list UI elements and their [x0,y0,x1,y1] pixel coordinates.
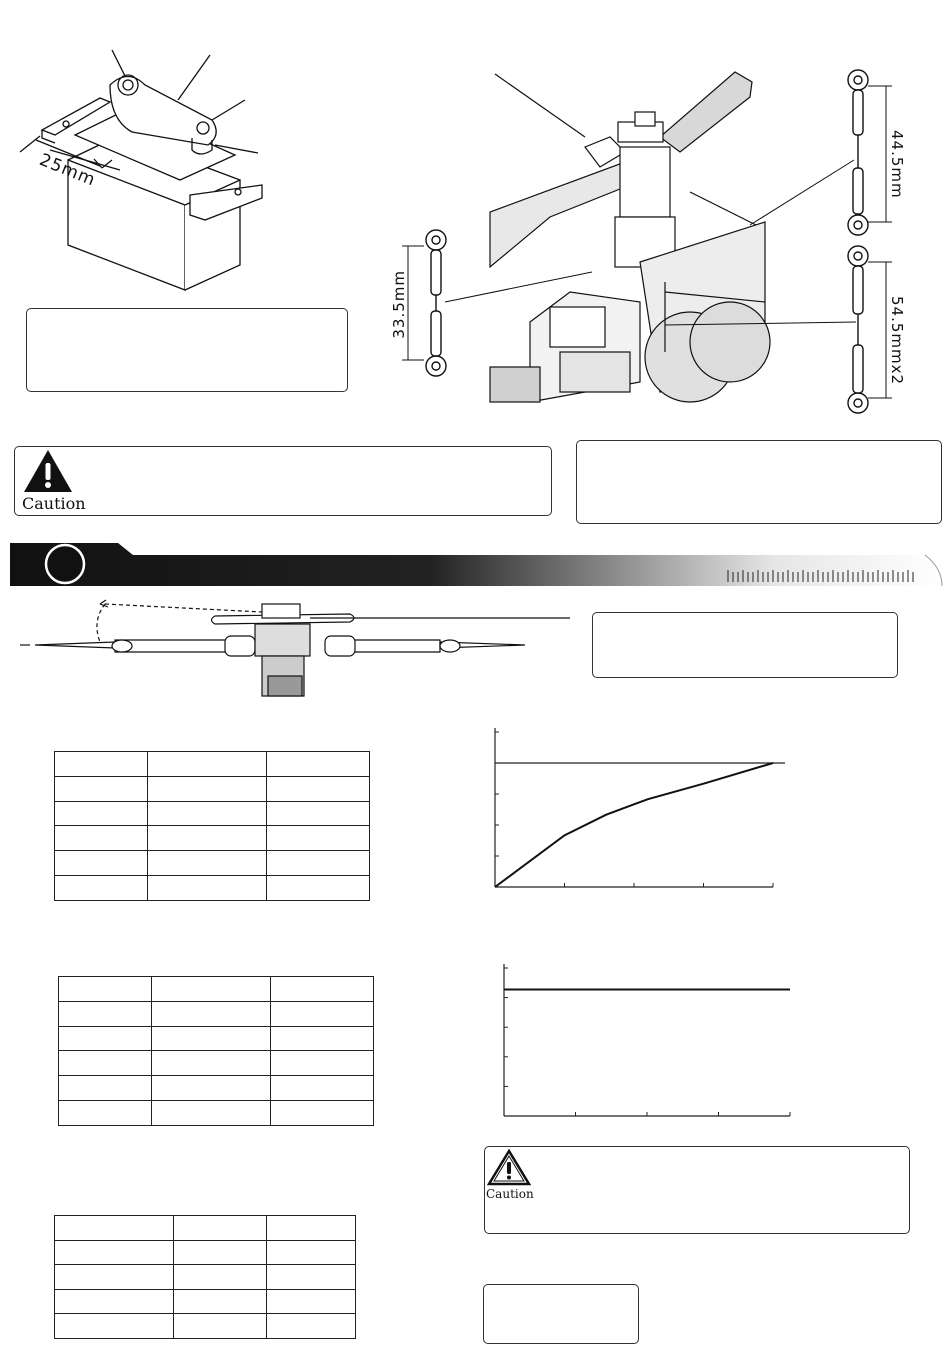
section-header-bar [0,538,950,598]
table-row [55,1216,356,1241]
settings-table-3 [54,1215,356,1339]
table-row [55,752,370,777]
bottom-note-box [483,1284,639,1344]
warning-outline-triangle-icon [486,1148,532,1186]
table-row [55,876,370,901]
table-row [59,1026,374,1051]
rod-leader-lines [0,0,950,420]
caution-box-main [14,446,552,516]
table-row [55,1314,356,1339]
settings-table-2 [58,976,374,1126]
table-row [59,1076,374,1101]
table-row [59,1101,374,1126]
table-row [55,776,370,801]
note-box-right [576,440,942,524]
rod-44-5-label: 44.5mm [888,130,906,199]
warning-triangle-icon [22,448,74,494]
series-line [495,763,773,887]
helicopter-front-view [0,596,580,706]
table-row [55,1240,356,1265]
rod-33-5 [418,228,458,378]
table-row [59,1051,374,1076]
rod-54-5-label: 54.5mmx2 [888,296,906,386]
table-row [55,851,370,876]
pitch-curve-chart [496,960,796,1120]
settings-table-1 [54,751,370,901]
caution-box-secondary [484,1146,910,1234]
table-row [55,1265,356,1290]
table-row [55,801,370,826]
front-view-note-box [592,612,898,678]
table-row [55,826,370,851]
caution-label: Caution [22,494,86,513]
servo-arm-dimension: 25mm [36,150,99,191]
throttle-curve-chart [488,724,788,894]
rod-33-5-label: 33.5mm [390,270,408,339]
caution-label-small: Caution [486,1187,534,1201]
table-row [59,1001,374,1026]
table-row [59,977,374,1002]
table-row [55,1289,356,1314]
